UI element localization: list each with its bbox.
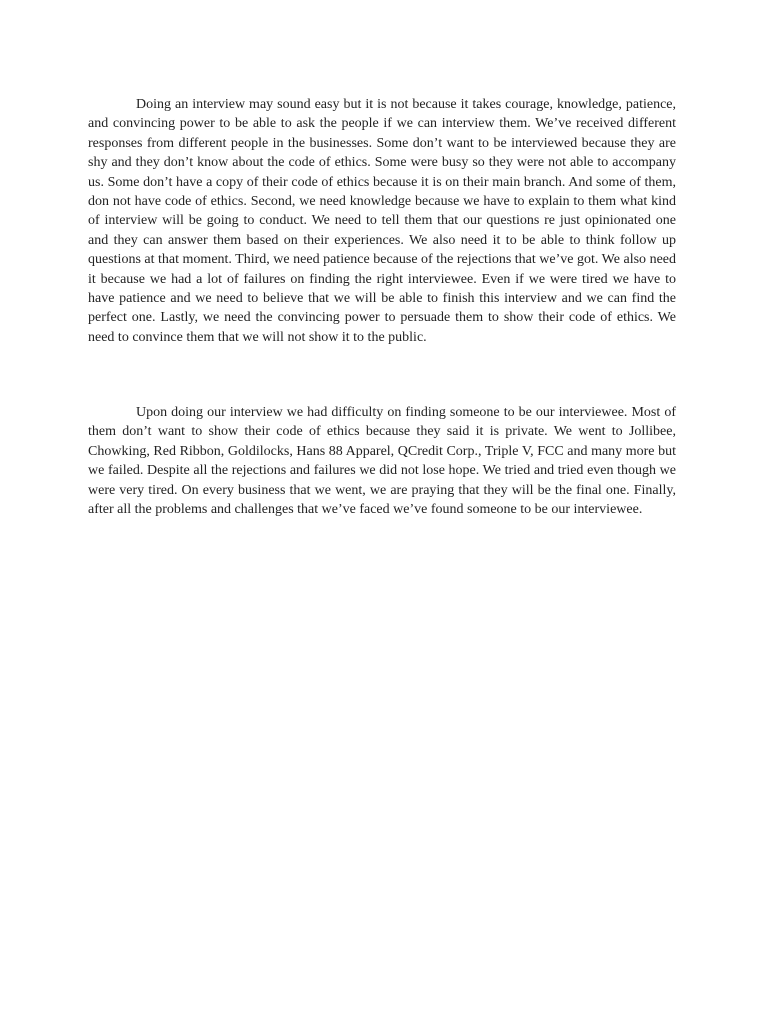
body-paragraph: Doing an interview may sound easy but it is not because it takes courage, knowledge, patience, and convincing power to be able to ask the people if we can interview them. We’ve received different responses from different people in the businesses. Some don’t want to be interviewed because they are shy and they don’t know about the code of ethics. Some were busy so they were not able to accompany us. Some don’t have a copy of their code of ethics because it is on their main branch. And some of them, don not have code of ethics. Second, we need knowledge because we have to explain to them what kind of interview will be going to conduct. We need to tell them that our questions re just opinionated one and they can answer them based on their experiences. We also need it to be able to think follow up questions at that moment. Third, we need patience because of the rejections that we’ve got. We also need it because we had a lot of failures on finding the right interviewee. Even if we were tired we have to have patience and we need to believe that we will be able to finish this interview and we can find the perfect one. Lastly, we need the convincing power to persuade them to show their code of ethics. We need to convince them that we will not show it to the public. [88,97,676,345]
body-paragraph: Upon doing our interview we had difficulty on finding someone to be our interviewee. Most of them don’t want to show their code of ethics because they said it is private. We went to Jollibee, Chowking, Red Ribbon, Goldilocks, Hans 88 Apparel, QCredit Corp., Triple V, FCC and many more but we failed. Despite all the rejections and failures we did not lose hope. We tried and tried even though we were very tired. On every business that we went, we are praying that they will be the final one. Finally, after all the problems and challenges that we’ve faced we’ve found someone to be our interviewee. [88,405,676,518]
